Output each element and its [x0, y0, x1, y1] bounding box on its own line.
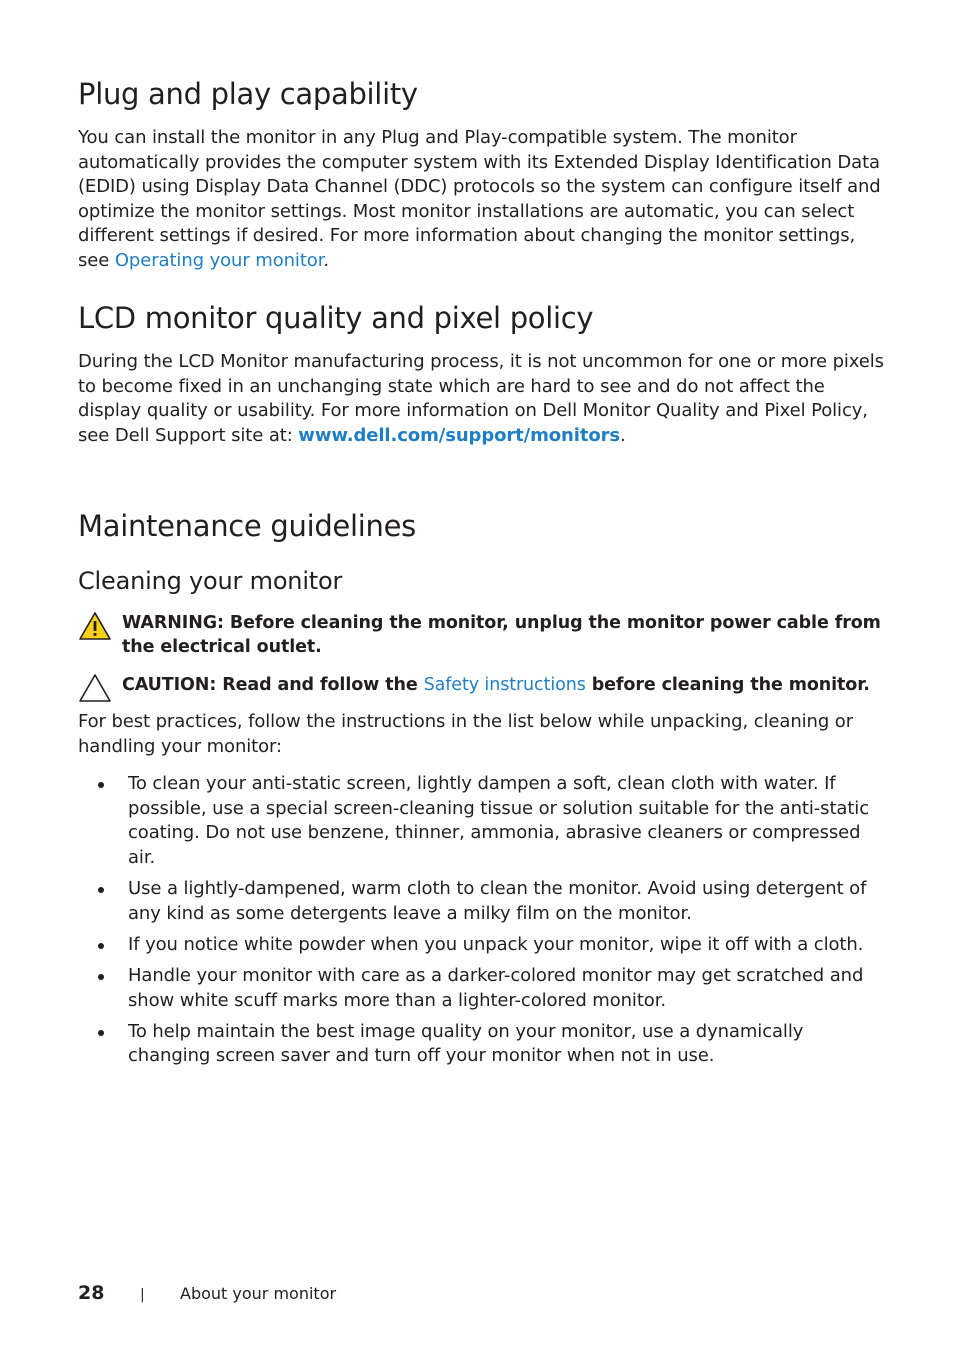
caution-notice [78, 673, 882, 703]
lcd-body-end: . [620, 424, 626, 446]
page-footer [78, 1282, 336, 1304]
warning-text: WARNING: Before cleaning the monitor, unplug the monitor power cable from the electrical outlet. [122, 613, 881, 657]
plug-body-text: You can install the monitor in any Plug and Play-compatible system. The monitor automatically provides the computer system with its Extended Display Identification Data (EDID) using Display Data Channel (DDC) protocols so the system can configure itself and optimize the monitor settings. Most monitor installations are automatic, you can select different settings if desired. For more information about changing the monitor settings, see [78, 127, 881, 271]
list-item-text: To help maintain the best image quality on your monitor, use a dynamically changing screen saver and turn off your monitor when not in use. [128, 1020, 804, 1067]
bullet-dot [98, 1030, 104, 1036]
subheading-cleaning-your-monitor: Cleaning your monitor [78, 567, 343, 595]
footer-section-title: About your monitor [180, 1284, 337, 1303]
list-item-text: Use a lightly-dampened, warm cloth to clean the monitor. Avoid using detergent of any kind as some detergents leave a milky film on the monitor. [128, 877, 867, 924]
link-operating-your-monitor[interactable]: Operating your monitor [114, 249, 324, 271]
heading-plug-and-play: Plug and play capability [78, 77, 418, 111]
caution-icon [78, 673, 112, 703]
warning-icon [78, 611, 112, 641]
heading-maintenance-guidelines: Maintenance guidelines [78, 509, 416, 543]
heading-lcd-quality: LCD monitor quality and pixel policy [78, 301, 594, 335]
caution-text-end: before cleaning the monitor. [585, 675, 870, 695]
link-dell-support-monitors[interactable]: www.dell.com/support/monitors [298, 424, 620, 446]
bullet-dot [98, 943, 104, 949]
list-item [78, 1020, 878, 1069]
list-item [78, 933, 878, 958]
lcd-body-text: During the LCD Monitor manufacturing process, it is not uncommon for one or more pixels to become fixed in an unchanging state which are hard to see and do not affect the display quality or usability. For more information on Dell Monitor Quality and Pixel Policy, see Dell Support site at: [78, 351, 884, 446]
list-item-text: If you notice white powder when you unpack your monitor, wipe it off with a cloth. [128, 933, 864, 955]
caution-text [122, 673, 882, 697]
link-safety-instructions[interactable]: Safety instructions [423, 675, 586, 695]
footer-separator: | [140, 1287, 145, 1303]
bullet-dot [98, 782, 104, 788]
list-item-text: To clean your anti-static screen, lightly dampen a soft, clean cloth with water. If possible, use a special screen-cleaning tissue or solution suitable for the anti-static coating. Do not use benzene, thinner, ammonia, abrasive cleaners or compressed air. [128, 773, 869, 868]
cleaning-bullet-list [78, 772, 878, 1076]
paragraph-best-practices: For best practices, follow the instructions in the list below while unpacking, cleaning or handling your monitor: [78, 711, 853, 757]
bullet-dot [98, 974, 104, 980]
list-item [78, 772, 878, 870]
list-item [78, 877, 878, 926]
list-item [78, 964, 878, 1013]
list-item-text: Handle your monitor with care as a darker-colored monitor may get scratched and show white scuff marks more than a lighter-colored monitor. [128, 964, 864, 1011]
warning-notice [78, 611, 882, 659]
paragraph-plug-and-play [78, 126, 888, 274]
paragraph-lcd-quality [78, 350, 888, 448]
bullet-dot [98, 887, 104, 893]
caution-text-start: CAUTION: Read and follow the [122, 675, 424, 695]
page-number: 28 [78, 1282, 105, 1304]
plug-body-end: . [323, 249, 329, 271]
